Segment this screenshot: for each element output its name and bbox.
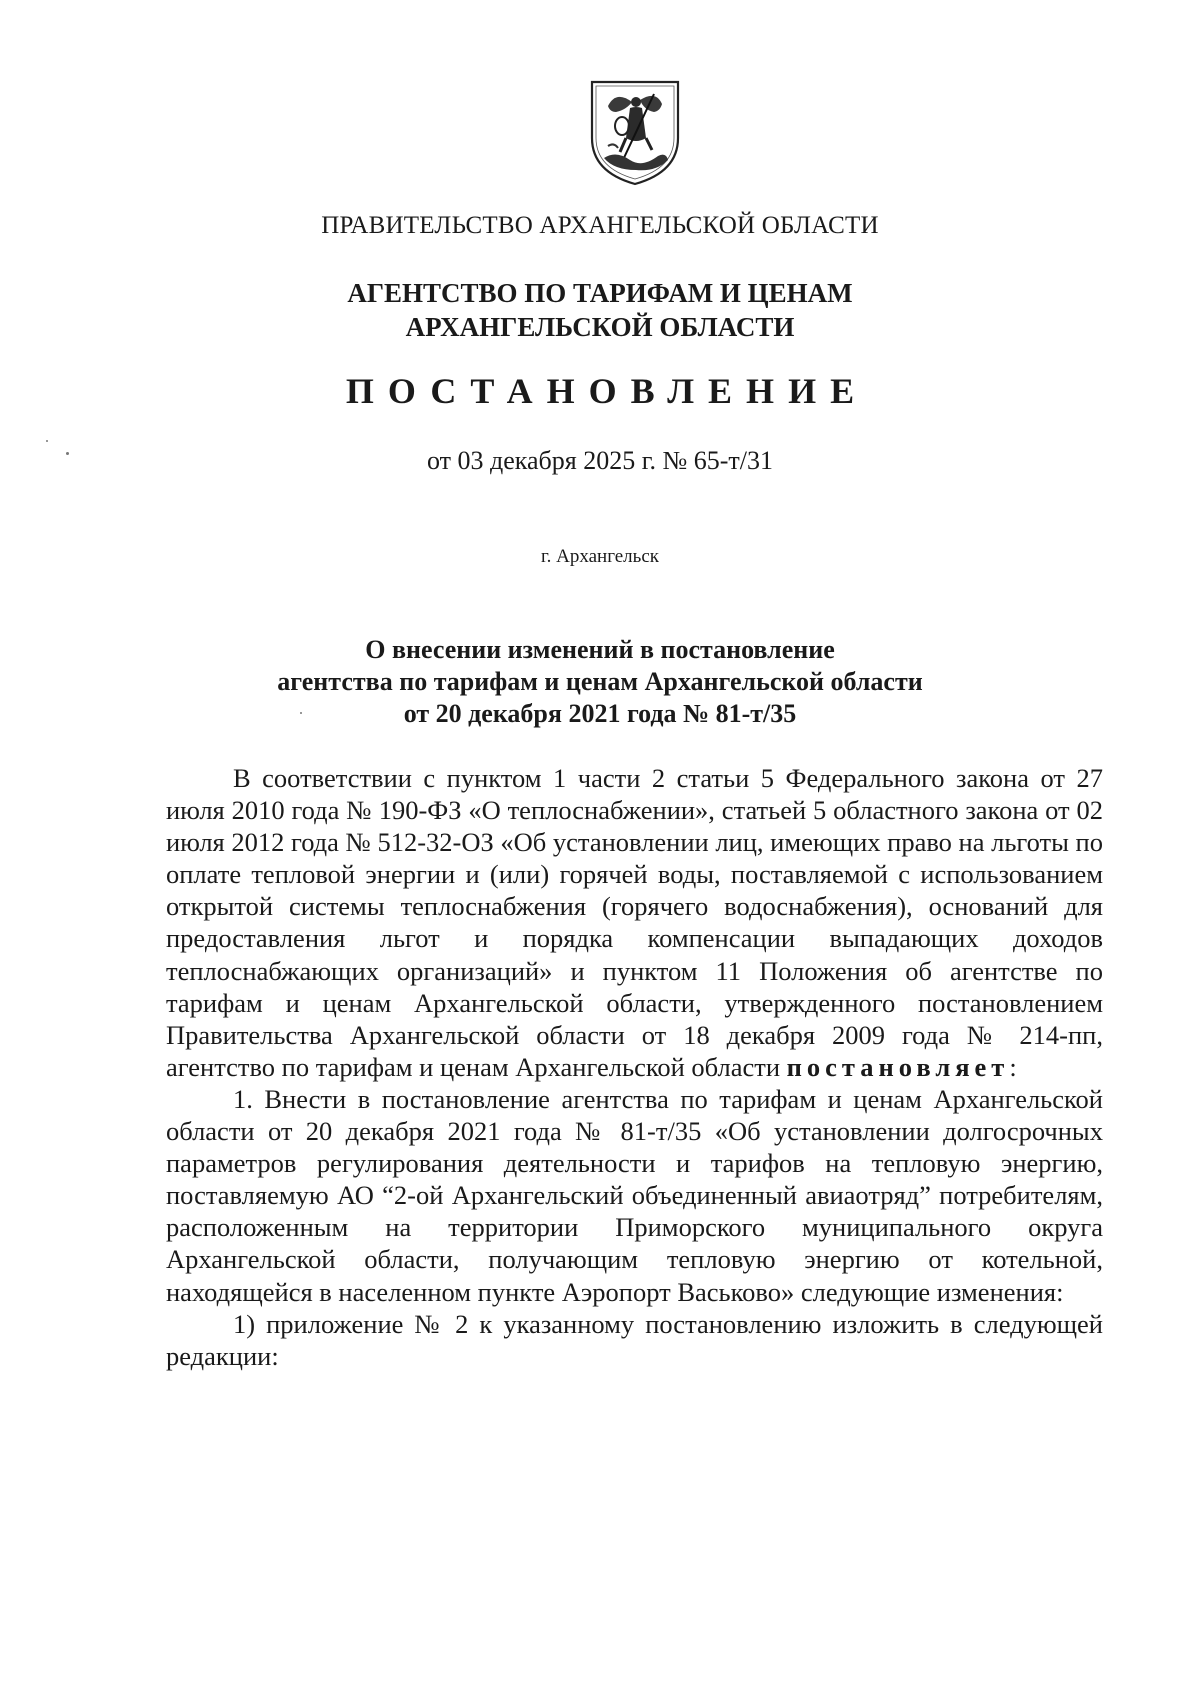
agency-name-line2: АРХАНГЕЛЬСКОЙ ОБЛАСТИ	[405, 312, 795, 342]
agency-name-line1: АГЕНТСТВО ПО ТАРИФАМ И ЦЕНАМ	[347, 278, 853, 308]
decree-colon: :	[1009, 1051, 1017, 1082]
agency-name	[0, 276, 1200, 344]
government-name: ПРАВИТЕЛЬСТВО АРХАНГЕЛЬСКОЙ ОБЛАСТИ	[321, 212, 879, 239]
subject-line2: агентства по тарифам и ценам Архангельской области	[277, 667, 923, 696]
scan-speck	[300, 712, 302, 714]
subject-line3: от 20 декабря 2021 года № 81-т/35	[403, 699, 797, 728]
subject-line1: О внесении изменений в постановление	[365, 635, 835, 664]
scan-speck	[46, 440, 48, 442]
document-date-number: от 03 декабря 2025 г. № 65-т/31	[426, 446, 774, 475]
document-body	[166, 762, 1103, 1372]
preamble-paragraph	[166, 762, 1103, 1083]
item-1-paragraph: 1. Внести в постановление агентства по тарифам и ценам Архангельской области от 20 декабря 2021 года № 81-т/35 «Об установлении долгосрочных параметров регулирования деятельности и тарифов на тепловую энергию, поставляемую АО “2-ой Архангельский объединенный авиаотряд” потребителям, расположенным на территории Приморского муниципального округа Архангельской области, получающим тепловую энергию от котельной, находящейся в населенном пункте Аэропорт Васьково» следующие изменения:	[166, 1083, 1103, 1307]
decree-word: постановляет	[786, 1051, 1010, 1082]
scan-speck	[66, 452, 69, 455]
item-1-1-paragraph: 1) приложение № 2 к указанному постановлению изложить в следующей редакции:	[166, 1308, 1103, 1371]
document-type: ПОСТАНОВЛЕНИЕ	[345, 371, 869, 411]
preamble-text: В соответствии с пунктом 1 части 2 статьи 5 Федерального закона от 27 июля 2010 года № 190-ФЗ «О теплоснабжении», статьей 5 областного закона от 02 июля 2012 года № 512-32-ОЗ «Об установлении лиц, имеющих право на льготы по оплате тепловой энергии и (или) горячей воды, поставляемой с использованием открытой системы теплоснабжения (горячего водоснабжения), оснований для предоставления льгот и порядка компенсации выпадающих доходов теплоснабжающих организаций» и пунктом 11 Положения об агентстве по тарифам и ценам Архангельской области, утвержденного постановлением Правительства Архангельской области от 18 декабря 2009 года № 214-пп, агентство по тарифам и ценам Архангельской области	[166, 763, 1103, 1082]
document-city: г. Архангельск	[540, 546, 659, 567]
document-subject	[0, 634, 1200, 730]
coat-of-arms-icon	[586, 76, 684, 188]
